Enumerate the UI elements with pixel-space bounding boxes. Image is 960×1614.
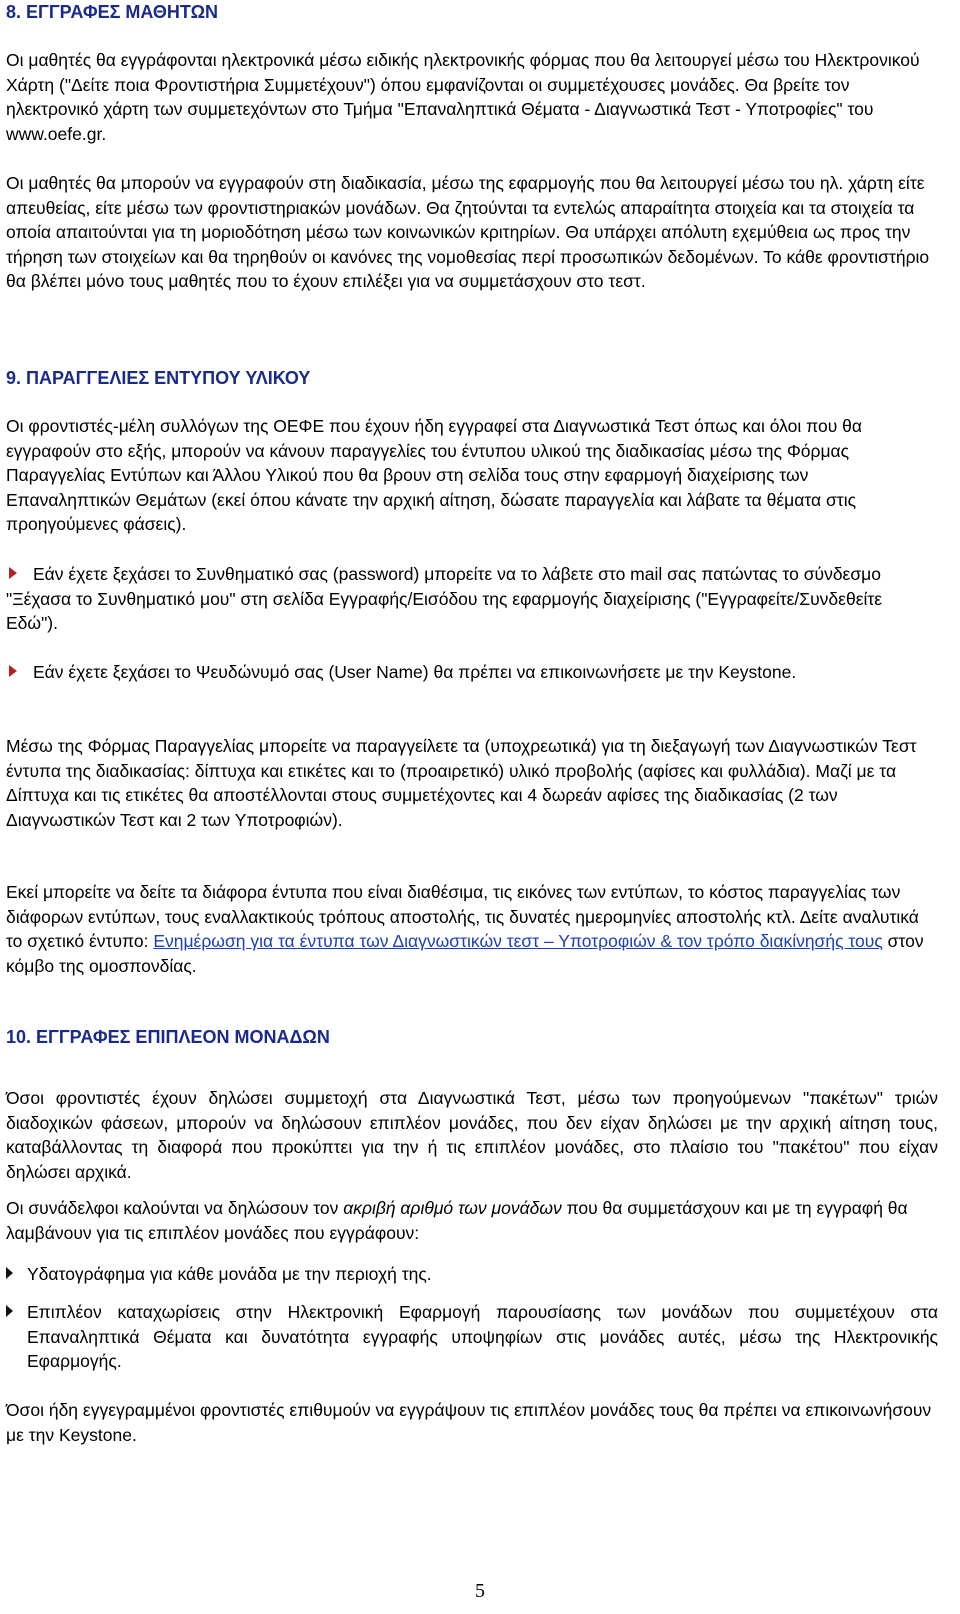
section-10-paragraph-3: Όσοι ήδη εγγεγραμμένοι φροντιστές επιθυμούν να εγγράψουν τις επιπλέον μονάδες τους θα πρέπει να επικοινωνήσουν με την Keystone. [6, 1400, 932, 1445]
section-9-paragraph-3 [6, 880, 938, 978]
section-9-bullet-1 [6, 562, 938, 636]
paragraph-text: Οι συνάδελφοι καλούνται να δηλώσουν τον [6, 1198, 344, 1218]
paragraph-text: στον κόμβο της ομοσπονδίας. [6, 931, 924, 976]
black-triangle-bullet-icon [6, 1267, 13, 1279]
page-number: 5 [475, 1580, 485, 1602]
section-10-bullet-1 [6, 1262, 938, 1287]
section-10-heading: 10. ΕΓΓΡΑΦΕΣ ΕΠΙΠΛΕΟΝ ΜΟΝΑΔΩΝ [6, 1027, 330, 1047]
red-triangle-bullet-icon [9, 567, 17, 579]
black-triangle-bullet-icon [6, 1305, 13, 1317]
section-9-paragraph-1: Οι φροντιστές-μέλη συλλόγων της ΟΕΦΕ που έχουν ήδη εγγραφεί στα Διαγνωστικά Τεστ όπως και όλοι που θα εγγραφούν στο εξής, μπορούν να κάνουν παραγγελίες του έντυπου υλικού της διαδικασίας μέσω της Φόρμας Παραγγελίας Εντύπων και Άλλου Υλικού που θα βρουν στη σελίδα τους στην εφαρμογή διαχείρισης των Επαναληπτικών Θεμάτων (εκεί όπου κάνατε την αρχική αίτηση, δώσατε παραγγελία και λάβατε τα θέματα στις προηγούμενες φάσεις). [6, 416, 862, 534]
bullet-text: Υδατογράφημα για κάθε μονάδα με την περιοχή της. [27, 1264, 432, 1284]
section-10-bullet-2 [6, 1300, 938, 1374]
section-8-paragraph-2: Οι μαθητές θα μπορούν να εγγραφούν στη διαδικασία, μέσω της εφαρμογής που θα λειτουργεί μέσω του ηλ. χάρτη είτε απευθείας, είτε μέσω των φροντιστηριακών μονάδων. Θα ζητούνται τα εντελώς απαραίτητα στοιχεία και τα στοιχεία τα οποία απαιτούνται για τη μοριοδότηση μέσω των κοινωνικών κριτηρίων. Θα υπάρχει απόλυτη εχεμύθεια ως προς την τήρηση των στοιχείων και θα τηρηθούν οι κανόνες της νομοθεσίας περί προσωπικών δεδομένων. Το κάθε φροντιστήριο θα βλέπει μόνο τους μαθητές που το έχουν επιλέξει για να συμμετάσχουν στο τεστ. [6, 173, 930, 291]
section-9-heading: 9. ΠΑΡΑΓΓΕΛΙΕΣ ΕΝΤΥΠΟΥ ΥΛΙΚΟΥ [6, 368, 311, 388]
section-10-paragraph-1: Όσοι φροντιστές έχουν δηλώσει συμμετοχή στα Διαγνωστικά Τεστ, μέσω των προηγούμενων "πακέτων" τριών διαδοχικών φάσεων, μπορούν να δηλώσουν επιπλέον μονάδες, που δεν είχαν δηλώσει με την αρχική αίτηση τους, καταβάλλοντας τη διαφορά που προκύπτει για την ή τις επιπλέον μονάδες, στο πλαίσιο του "πακέτου" που είχαν δηλώσει αρχικά. [6, 1088, 938, 1182]
paragraph-text: Εκεί μπορείτε να δείτε τα διάφορα έντυπα που είναι διαθέσιμα, τις εικόνες των εντύπων, το κόστος παραγγελίας των διάφορων εντύπων, τους εναλλακτικούς τρόπους αποστολής, τις δυνατές ημερομηνίες αποστολής κτλ. Δείτε αναλυτικά το σχετικό έντυπο: [6, 882, 919, 951]
bullet-text: Εάν έχετε ξεχάσει το Ψευδώνυμό σας (User Name) θα πρέπει να επικοινωνήσετε με την Keystone. [33, 662, 797, 682]
section-8-heading: 8. ΕΓΓΡΑΦΕΣ ΜΑΘΗΤΩΝ [6, 2, 219, 22]
red-triangle-bullet-icon [9, 665, 17, 677]
section-10-paragraph-2 [6, 1196, 938, 1245]
section-8-paragraph-1: Οι μαθητές θα εγγράφονται ηλεκτρονικά μέσω ειδικής ηλεκτρονικής φόρμας που θα λειτουργεί μέσω του Ηλεκτρονικού Χάρτη ("Δείτε ποια Φροντιστήρια Συμμετέχουν") όπου εμφανίζονται οι συμμετέχουσες μονάδες. Θα βρείτε τον ηλεκτρονικό χάρτη των συμμετεχόντων στο Τμήμα "Επαναληπτικά Θέματα - Διαγνωστικά Τεστ - Υποτροφίες" του www.oefe.gr. [6, 50, 920, 144]
emphasis-text: ακριβή αριθμό των μονάδων [343, 1198, 562, 1218]
brochure-info-link[interactable]: Ενημέρωση για τα έντυπα των Διαγνωστικών τεστ – Υποτροφιών & τον τρόπο διακίνησής τους [153, 931, 883, 951]
section-9-bullet-2 [6, 660, 938, 685]
section-9-paragraph-2: Μέσω της Φόρμας Παραγγελίας μπορείτε να παραγγείλετε τα (υποχρεωτικά) για τη διεξαγωγή των Διαγνωστικών Τεστ έντυπα της διαδικασίας: δίπτυχα και ετικέτες και το (προαιρετικό) υλικό προβολής (αφίσες και φυλλάδια). Μαζί με τα Δίπτυχα και τις ετικέτες θα αποστέλλονται στους συμμετέχοντες και 4 δωρεάν αφίσες της διαδικασίας (2 των Διαγνωστικών Τεστ και 2 των Υποτροφιών). [6, 736, 917, 830]
paragraph-text: που θα συμμετάσχουν και με τη εγγραφή θα λαμβάνουν για τις επιπλέον μονάδες που εγγράφουν: [6, 1198, 908, 1243]
bullet-text: Εάν έχετε ξεχάσει το Συνθηματικό σας (password) μπορείτε να το λάβετε στο mail σας πατώντας το σύνδεσμο "Ξέχασα το Συνθηματικό μου" στη σελίδα Εγγραφής/Εισόδου της εφαρμογής διαχείρισης ("Εγγραφείτε/Συνδεθείτε Εδώ"). [6, 564, 883, 633]
bullet-text: Επιπλέον καταχωρίσεις στην Ηλεκτρονική Εφαρμογή παρουσίασης των μονάδων που συμμετέχουν στα Επαναληπτικά Θέματα και δυνατότητα εγγραφής υποψηφίων στις μονάδες αυτές, μέσω της Ηλεκτρονικής Εφαρμογής. [27, 1302, 938, 1371]
